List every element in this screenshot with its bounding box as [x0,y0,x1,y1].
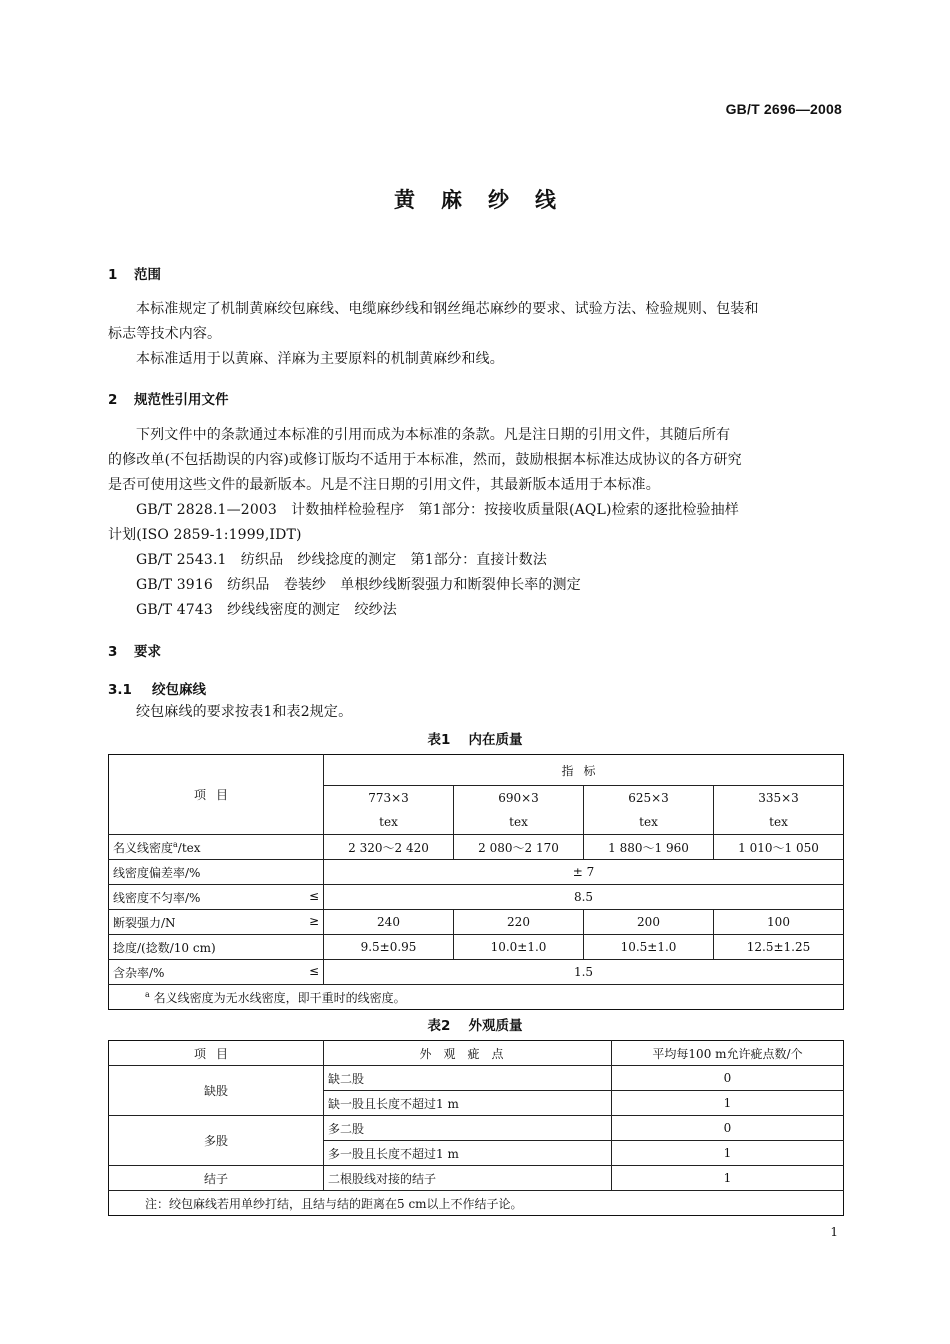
text-line: 的修改单(不包括勘误的内容)或修订版均不适用于本标准，然而，鼓励根据本标准达成协议的各方研究 [108,452,742,468]
table2-header-count: 平均每100 m允许疵点数/个 [612,1041,844,1066]
subsection-number: 3.1 [108,682,132,698]
row-label: 含杂率/% ≤ [109,960,324,985]
table1-unit: tex [454,810,584,835]
defect-cell: 多二股 [324,1116,612,1141]
section-number: 3 [108,644,118,660]
table2-header-defect: 外观疵点 [324,1041,612,1066]
table1-spec-773: 773×3 [324,786,454,811]
count-cell: 1 [612,1166,844,1191]
table-cell: 1 010～1 050 [714,835,844,860]
defect-cell: 二根股线对接的结子 [324,1166,612,1191]
table-cell: 100 [714,910,844,935]
greater-equal-symbol: ≥ [308,913,319,928]
subsection-text [108,700,843,725]
text-line: 计划(ISO 2859-1:1999,IDT) [108,527,302,543]
defect-cell: 缺二股 [324,1066,612,1091]
text-line: 绞包麻线的要求按表1和表2规定。 [136,704,353,720]
subsection-title: 绞包麻线 [152,682,206,698]
row-label: 断裂强力/N ≥ [109,910,324,935]
table1-caption-number: 表1 [427,732,451,748]
section-title: 范围 [134,267,161,283]
table2-header-row [109,1041,844,1066]
section-title: 规范性引用文件 [134,392,229,408]
section-number: 1 [108,267,118,283]
table-cell: 220 [454,910,584,935]
table-cell: 200 [584,910,714,935]
table-cell: 12.5±1.25 [714,935,844,960]
table1-unit: tex [714,810,844,835]
table1-footnote: $^a$ 名义线密度为无水线密度，即干重时的线密度。 [109,985,844,1010]
defect-cell: 多一股且长度不超过1 m [324,1141,612,1166]
table1-unit: tex [324,810,454,835]
table1-unit: tex [584,810,714,835]
table-cell: 240 [324,910,454,935]
less-equal-symbol: ≤ [308,963,319,978]
table-row [109,1166,844,1191]
references-intro [108,423,843,498]
text-line: 本标准适用于以黄麻、洋麻为主要原料的机制黄麻纱和线。 [136,351,504,367]
table-cell: 10.5±1.0 [584,935,714,960]
text-line: GB/T 2828.1—2003 计数抽样检验程序 第1部分：按接收质量限(AQL)检索的逐批检验抽样 [136,502,739,518]
table1-item-header: 项目 [109,755,324,835]
table-cell-merged: 8.5 [324,885,844,910]
reference-gbt-2828 [108,498,843,548]
count-cell: 0 [612,1116,844,1141]
row-label: 捻度/(捻数/10 cm) [109,935,324,960]
text-line: 下列文件中的条款通过本标准的引用而成为本标准的条款。凡是注日期的引用文件，其随后所有 [136,427,731,443]
table1-spec-625: 625×3 [584,786,714,811]
count-cell: 1 [612,1091,844,1116]
table-cell: 9.5±0.95 [324,935,454,960]
section-number: 2 [108,392,118,408]
text-line: 本标准规定了机制黄麻绞包麻线、电缆麻纱线和钢丝绳芯麻纱的要求、试验方法、检验规则、包装和 [136,301,759,317]
section-heading-requirements [108,640,161,660]
table-cell: 2 320～2 420 [324,835,454,860]
defect-cell: 缺一股且长度不超过1 m [324,1091,612,1116]
table2-note: 注：绞包麻线若用单纱打结，且结与结的距离在5 cm以上不作结子论。 [109,1191,844,1216]
table2-caption-number: 表2 [427,1018,451,1034]
table1-caption [0,728,950,748]
page-number: 1 [830,1225,838,1239]
reference-gbt-2543 [108,548,843,573]
table-row [109,935,844,960]
section-title: 要求 [134,644,161,660]
document-title: 黄麻纱线 [394,188,582,212]
text-line: GB/T 2543.1 纺织品 纱线捻度的测定 第1部分：直接计数法 [136,552,547,568]
subsection-heading-3-1 [108,678,206,698]
standard-code: GB/T 2696—2008 [725,101,842,117]
table-row [109,960,844,985]
table-cell: 1 880～1 960 [584,835,714,860]
table-row [109,835,844,860]
scope-paragraph-1 [108,297,843,347]
row-label: 名义线密度$^a$/tex [109,835,324,860]
table-row [109,1066,844,1091]
table1-index-header: 指标 [324,755,844,786]
text-line: 是否可使用这些文件的最新版本。凡是不注日期的引用文件，其最新版本适用于本标准。 [108,477,660,493]
group-name: 缺股 [109,1066,324,1116]
text-line: 标志等技术内容。 [108,326,222,342]
scope-paragraph-2 [108,347,843,372]
row-label: 线密度不匀率/% ≤ [109,885,324,910]
reference-gbt-4743 [108,598,843,623]
count-cell: 1 [612,1141,844,1166]
table1-caption-text: 内在质量 [468,732,523,748]
text-line: GB/T 3916 纺织品 卷装纱 单根纱线断裂强力和断裂伸长率的测定 [136,577,581,593]
table1-footnote-row [109,985,844,1010]
section-heading-references [108,388,229,408]
section-heading-scope [108,263,161,283]
table-cell: 10.0±1.0 [454,935,584,960]
text-line: GB/T 4743 纱线线密度的测定 绞纱法 [136,602,397,618]
table-cell-merged: ± 7 [324,860,844,885]
group-name: 结子 [109,1166,324,1191]
table-row [109,1116,844,1141]
table-row [109,910,844,935]
group-name: 多股 [109,1116,324,1166]
table-row [109,860,844,885]
table-row [109,885,844,910]
table-cell-merged: 1.5 [324,960,844,985]
table2-header-item: 项目 [109,1041,324,1066]
less-equal-symbol: ≤ [308,888,319,903]
table2-note-row [109,1191,844,1216]
table1-spec-335: 335×3 [714,786,844,811]
row-label: 线密度偏差率/% [109,860,324,885]
table-cell: 2 080～2 170 [454,835,584,860]
table2-caption-text: 外观质量 [468,1018,523,1034]
table1-spec-690: 690×3 [454,786,584,811]
table2-caption [0,1014,950,1034]
reference-gbt-3916 [108,573,843,598]
count-cell: 0 [612,1066,844,1091]
table1-intrinsic-quality [108,754,844,1010]
table2-appearance-quality [108,1040,844,1216]
